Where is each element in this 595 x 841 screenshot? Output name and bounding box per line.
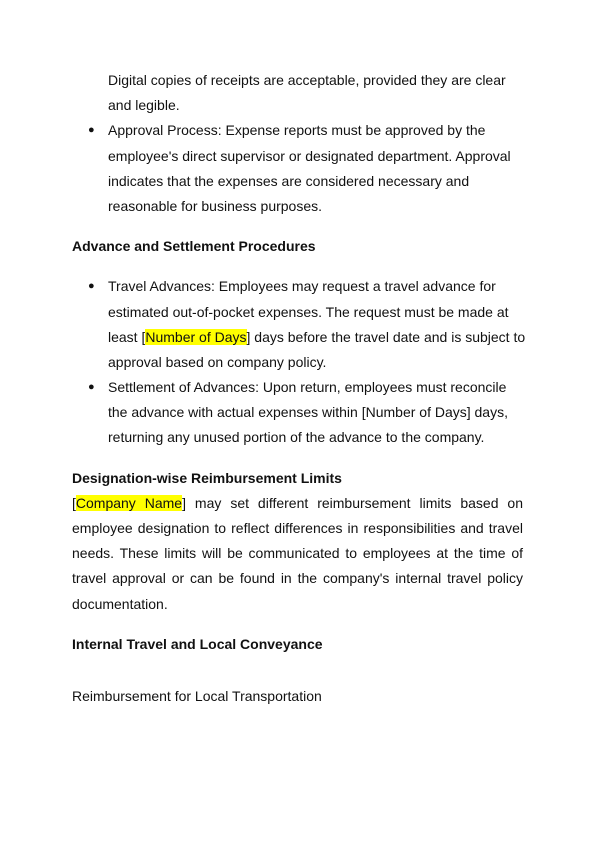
local-transport-subheading: Reimbursement for Local Transportation [72, 687, 322, 704]
bullet-icon: ● [88, 381, 95, 394]
designation-paragraph [72, 491, 523, 617]
list-item [72, 375, 523, 451]
bullet-icon: ● [88, 124, 95, 137]
text-line: approval based on company policy. [108, 353, 327, 370]
text-line [72, 491, 523, 516]
designation-section-heading: Designation-wise Reimbursement Limits [72, 469, 342, 486]
text-line: Approval Process: Expense reports must be approved by the [108, 122, 486, 139]
text-line: travel approval or can be found in the company's internal travel policy [72, 570, 523, 587]
text-line: reasonable for business purposes. [108, 197, 323, 214]
text-line: employee's direct supervisor or designated department. Approval [108, 147, 511, 164]
text-line [108, 325, 526, 350]
text-line: the advance with actual expenses within [Number of Days] days, [108, 404, 508, 421]
advance-bullet-list [72, 274, 526, 450]
text-line: needs. These limits will be communicated to employees at the time of [72, 545, 523, 562]
internal-section-heading: Internal Travel and Local Conveyance [72, 635, 323, 652]
receipt-continuation [72, 68, 523, 118]
text-span: ] days before the travel date and is subject to [246, 328, 526, 345]
bullet-icon: ● [88, 280, 95, 293]
document-page [72, 68, 526, 709]
text-line: Travel Advances: Employees may request a travel advance for [108, 278, 496, 295]
text-span: ] may set different reimbursement limits based on [182, 494, 523, 511]
list-item [72, 274, 526, 375]
text-line: indicates that the expenses are considered necessary and [108, 172, 470, 189]
approval-bullet-list [72, 118, 523, 219]
text-line: estimated out-of-pocket expenses. The request must be made at [108, 303, 509, 320]
text-line: Settlement of Advances: Upon return, employees must reconcile [108, 379, 507, 396]
text-span: [ [72, 494, 76, 511]
advance-section-heading: Advance and Settlement Procedures [72, 238, 316, 255]
text-line: employee designation to reflect differences in responsibilities and travel [72, 520, 523, 536]
text-line: and legible. [108, 97, 180, 114]
text-span: least [ [108, 328, 146, 345]
placeholder-highlight: Number of Days [145, 328, 247, 345]
placeholder-highlight: Company Name [75, 494, 183, 511]
text-line: documentation. [72, 595, 168, 612]
text-line: Digital copies of receipts are acceptable, provided they are clear [108, 72, 506, 88]
text-line: returning any unused portion of the advance to the company. [108, 429, 485, 446]
list-item [72, 118, 523, 219]
